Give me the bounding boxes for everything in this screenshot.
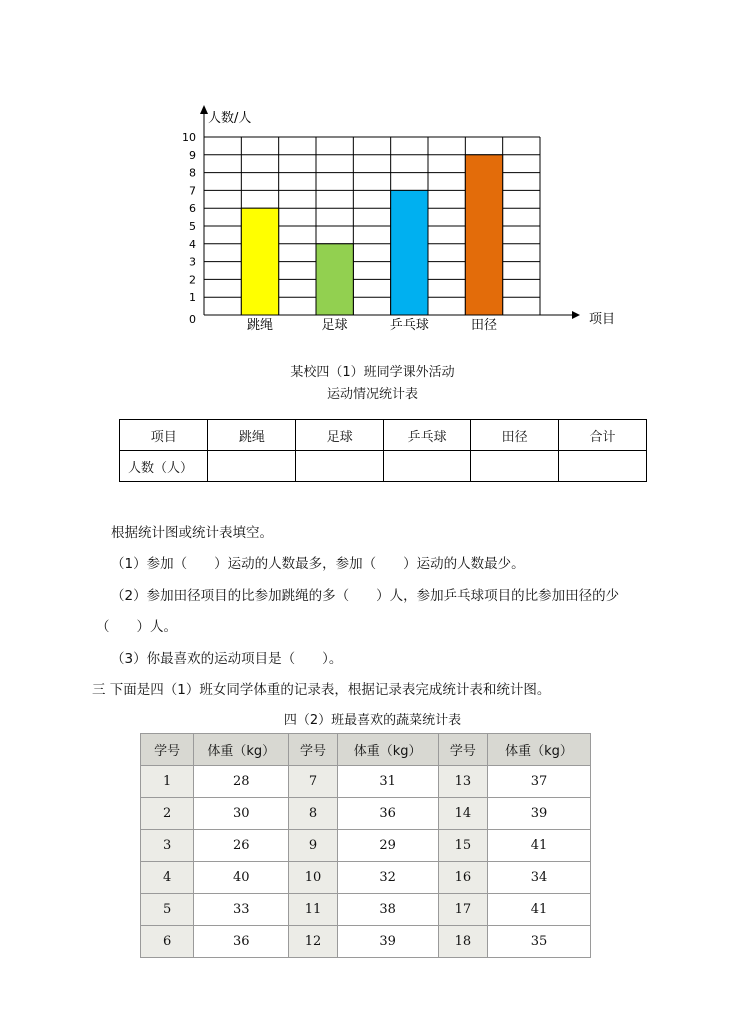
weight-table-title: 四（2）班最喜欢的蔬菜统计表 (283, 713, 462, 728)
y-axis-arrow (200, 105, 208, 114)
activity-stats-table (119, 419, 647, 482)
student-id-cell: 16 (438, 862, 487, 894)
weight-cell: 39 (337, 926, 438, 958)
table-row (141, 766, 591, 798)
student-id-cell: 15 (438, 830, 487, 862)
weight-cell: 39 (488, 798, 591, 830)
student-id-cell: 3 (141, 830, 194, 862)
weight-cell: 31 (337, 766, 438, 798)
bar (316, 244, 353, 315)
y-tick-label: 4 (189, 237, 196, 251)
weight-cell: 36 (194, 926, 289, 958)
bar (391, 190, 428, 315)
student-id-cell: 12 (289, 926, 337, 958)
x-tick-label: 跳绳 (246, 318, 274, 333)
table-row (141, 830, 591, 862)
activity-table-caption-line1: 某校四（1）班同学课外活动 (290, 365, 455, 380)
y-tick-label: 8 (189, 166, 196, 180)
chart-bars (241, 155, 502, 315)
answer-cell[interactable] (208, 451, 296, 482)
weight-cell: 30 (194, 798, 289, 830)
weight-cell: 32 (337, 862, 438, 894)
weight-cell: 41 (488, 894, 591, 926)
weight-cell: 38 (337, 894, 438, 926)
weight-cell: 29 (337, 830, 438, 862)
x-category-labels (247, 317, 497, 333)
answer-cell[interactable] (384, 451, 471, 482)
student-id-cell: 18 (438, 926, 487, 958)
header-cell: 足球 (296, 420, 384, 451)
weight-cell: 33 (194, 894, 289, 926)
y-tick-label: 5 (189, 220, 196, 233)
student-id-cell: 6 (141, 926, 194, 958)
weight-cell: 40 (194, 862, 289, 894)
y-axis-label: 人数/人 (208, 111, 252, 126)
header-cell: 学号 (141, 734, 194, 766)
header-cell: 学号 (289, 734, 337, 766)
y-tick-label: 10 (182, 131, 196, 144)
bar (465, 155, 502, 315)
table-header-row (120, 420, 647, 451)
header-cell: 体重（kg） (337, 734, 438, 766)
answer-cell[interactable] (296, 451, 384, 482)
x-tick-label: 足球 (321, 318, 348, 333)
sports-bar-chart (0, 0, 745, 345)
y-tick-label: 1 (189, 291, 196, 305)
header-cell: 跳绳 (208, 420, 296, 451)
header-cell: 体重（kg） (488, 734, 591, 766)
weight-cell: 35 (488, 926, 591, 958)
activity-table-caption-line2: 运动情况统计表 (326, 387, 418, 402)
y-tick-label: 9 (189, 148, 196, 162)
table-row (141, 862, 591, 894)
question-2-line1: （2）参加田径项目的比参加跳绳的多（ ）人，参加乒乓球项目的比参加田径的少 (111, 588, 620, 604)
header-cell: 学号 (438, 734, 487, 766)
student-id-cell: 8 (289, 798, 337, 830)
header-cell: 体重（kg） (194, 734, 289, 766)
student-id-cell: 4 (141, 862, 194, 894)
question-1: （1）参加（ ）运动的人数最多，参加（ ）运动的人数最少。 (111, 556, 525, 572)
question-3: （3）你最喜欢的运动项目是（ ）。 (111, 651, 343, 667)
weight-cell: 36 (337, 798, 438, 830)
y-tick-labels (182, 131, 196, 326)
weight-cell: 34 (488, 862, 591, 894)
header-cell: 合计 (559, 420, 647, 451)
weight-record-table (140, 733, 591, 958)
table-row (141, 926, 591, 958)
student-id-cell: 13 (438, 766, 487, 798)
questions-intro: 根据统计图或统计表填空。 (111, 525, 273, 541)
table-row (141, 798, 591, 830)
student-id-cell: 2 (141, 798, 194, 830)
y-tick-label: 3 (189, 255, 196, 269)
y-tick-label: 6 (189, 202, 196, 216)
student-id-cell: 5 (141, 894, 194, 926)
table-row (141, 894, 591, 926)
bar (241, 208, 278, 315)
answer-cell[interactable] (471, 451, 559, 482)
student-id-cell: 17 (438, 894, 487, 926)
answer-cell[interactable] (559, 451, 647, 482)
y-tick-label: 2 (189, 273, 196, 287)
student-id-cell: 11 (289, 894, 337, 926)
student-id-cell: 1 (141, 766, 194, 798)
weight-cell: 37 (488, 766, 591, 798)
header-cell: 乒乓球 (384, 420, 471, 451)
student-id-cell: 9 (289, 830, 337, 862)
weight-cell: 41 (488, 830, 591, 862)
student-id-cell: 10 (289, 862, 337, 894)
table-header-row (141, 734, 591, 766)
y-tick-label: 7 (189, 184, 196, 198)
question-2-line2: （ ）人。 (96, 619, 177, 635)
x-axis-arrow (572, 311, 580, 319)
x-tick-label: 田径 (470, 318, 498, 333)
weight-cell: 28 (194, 766, 289, 798)
table-row (120, 451, 647, 482)
y-tick-label: 0 (189, 313, 196, 326)
section-3-instruction: 三 下面是四（1）班女同学体重的记录表，根据记录表完成统计表和统计图。 (92, 682, 551, 698)
weight-cell: 26 (194, 830, 289, 862)
header-cell: 田径 (471, 420, 559, 451)
x-axis-label: 项目 (589, 312, 616, 327)
student-id-cell: 7 (289, 766, 337, 798)
student-id-cell: 14 (438, 798, 487, 830)
row-label-cell: 人数（人） (120, 451, 208, 482)
x-tick-label: 乒乓球 (389, 318, 429, 333)
header-cell: 项目 (120, 420, 208, 451)
